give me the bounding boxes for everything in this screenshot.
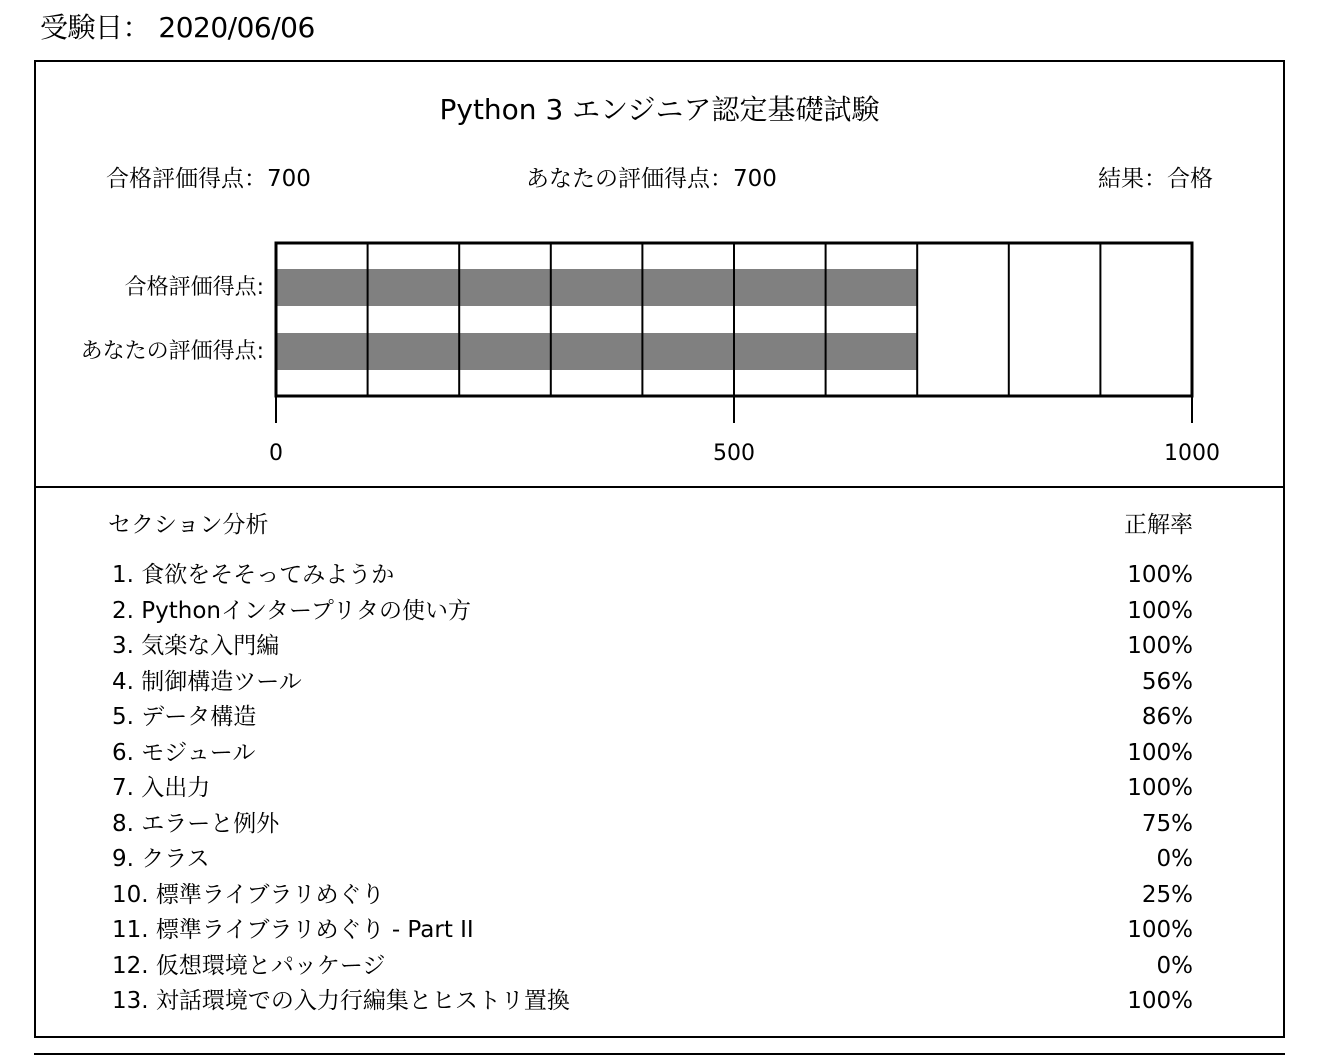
section-rate: 86% (1141, 704, 1193, 730)
tick-label: 0 (269, 441, 283, 466)
section-name: 3. 気楽な入門編 (112, 633, 280, 659)
section-name: 11. 標準ライブラリめぐり - Part II (112, 917, 474, 943)
section-name: 1. 食欲をそそってみようか (112, 562, 395, 588)
section-name: 9. クラス (112, 846, 210, 872)
section-name: 4. 制御構造ツール (112, 668, 302, 695)
section-rate: 0% (1156, 846, 1193, 872)
section-row (112, 984, 1193, 1020)
section-rate: 100% (1127, 775, 1193, 801)
section-row (112, 594, 1193, 630)
section-rate: 100% (1127, 633, 1193, 659)
score-bar-chart (36, 62, 1287, 486)
exam-title: Python 3 エンジニア認定基礎試験 (439, 93, 880, 126)
section-row (112, 807, 1193, 843)
exam-date: 受験日： 2020/06/06 (40, 11, 315, 44)
footer-rule (34, 1053, 1285, 1055)
section-rate: 100% (1127, 597, 1193, 624)
bar-category-label: あなたの評価得点: (80, 338, 264, 364)
section-name: 8. エラーと例外 (112, 810, 280, 837)
section-name: 5. データ構造 (112, 704, 257, 730)
score-bar (276, 333, 917, 370)
exam-result: 結果：合格 (1098, 166, 1213, 192)
section-row (112, 913, 1193, 949)
section-row (112, 878, 1193, 914)
section-rate: 25% (1141, 881, 1193, 908)
section-row (112, 665, 1193, 701)
section-name: 2. Pythonインタープリタの使い方 (112, 597, 471, 624)
section-name: 12. 仮想環境とパッケージ (112, 952, 386, 979)
section-name: 6. モジュール (112, 739, 256, 766)
passing-score: 合格評価得点：700 (106, 166, 311, 192)
section-rate: 0% (1156, 952, 1193, 979)
tick-label: 1000 (1164, 441, 1220, 466)
section-rate: 75% (1141, 810, 1193, 837)
your-score: あなたの評価得点：700 (526, 166, 777, 192)
bar-category-label: 合格評価得点: (124, 274, 264, 300)
section-name: 10. 標準ライブラリめぐり (112, 881, 385, 908)
section-rate: 100% (1127, 988, 1193, 1014)
section-name: 7. 入出力 (112, 775, 211, 801)
correct-rate-heading: 正解率 (1124, 512, 1193, 538)
section-analysis-heading: セクション分析 (108, 512, 269, 538)
score-bar (276, 269, 917, 306)
section-row (112, 700, 1193, 736)
section-row (112, 558, 1193, 594)
section-rate: 100% (1127, 917, 1193, 943)
section-row (112, 629, 1193, 665)
section-row (112, 949, 1193, 985)
section-divider (36, 486, 1283, 488)
section-name: 13. 対話環境での入力行編集とヒストリ置換 (112, 988, 570, 1014)
score-report (34, 60, 1285, 1038)
section-row (112, 842, 1193, 878)
tick-label: 500 (713, 441, 755, 466)
section-rate: 100% (1127, 562, 1193, 588)
section-row (112, 771, 1193, 807)
section-list (112, 558, 1193, 1020)
section-rate: 56% (1141, 668, 1193, 695)
section-row (112, 736, 1193, 772)
section-rate: 100% (1127, 739, 1193, 766)
